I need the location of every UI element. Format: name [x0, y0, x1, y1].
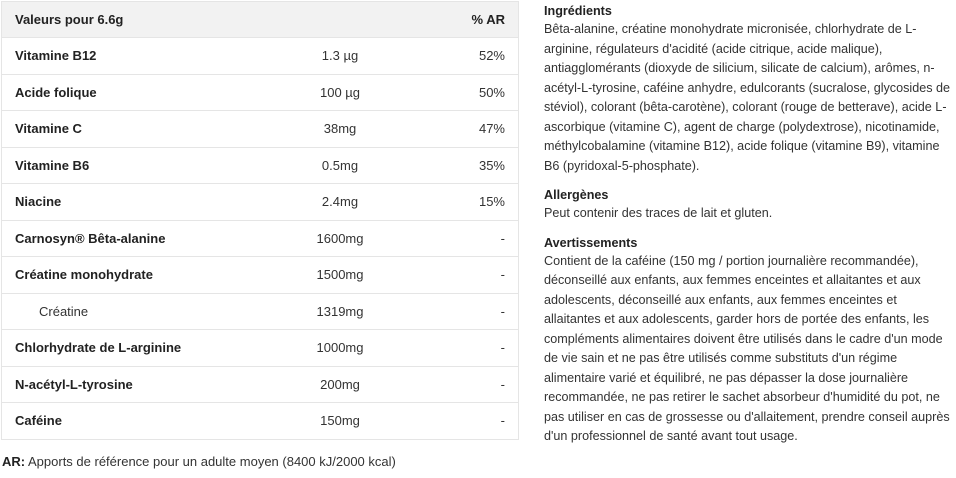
- table-row: [1, 38, 519, 75]
- nutrition-table: [1, 1, 519, 440]
- nutrient-name: Acide folique: [1, 74, 271, 111]
- nutrient-name: Créatine: [1, 293, 271, 330]
- table-row-sub: [1, 293, 519, 330]
- nutrient-ar: 52%: [409, 38, 519, 75]
- header-serving: Valeurs pour 6.6g: [1, 1, 271, 38]
- warnings-title: Avertissements: [544, 235, 638, 250]
- footnote-label: AR:: [2, 454, 26, 469]
- nutrient-name: N-acétyl-L-tyrosine: [1, 366, 271, 403]
- nutrient-amount: 1.3 µg: [271, 38, 409, 75]
- nutrient-amount: 150mg: [271, 403, 409, 440]
- table-body: [1, 38, 519, 440]
- table-row: [1, 403, 519, 440]
- nutrient-ar: -: [409, 366, 519, 403]
- table-row: [1, 74, 519, 111]
- nutrient-name: Vitamine C: [1, 111, 271, 148]
- footnote-text: Apports de référence pour un adulte moyen (8400 kJ/2000 kcal): [25, 454, 396, 469]
- nutrient-name: Vitamine B6: [1, 147, 271, 184]
- nutrient-amount: 2.4mg: [271, 184, 409, 221]
- nutrient-ar: 50%: [409, 74, 519, 111]
- nutrient-amount: 1000mg: [271, 330, 409, 367]
- header-amount: [271, 1, 409, 38]
- ingredients-title: Ingrédients: [544, 4, 612, 18]
- table-row: [1, 330, 519, 367]
- table-row: [1, 184, 519, 221]
- nutrient-name: Chlorhydrate de L-arginine: [1, 330, 271, 367]
- table-row: [1, 366, 519, 403]
- nutrient-amount: 200mg: [271, 366, 409, 403]
- table-header-row: [1, 1, 519, 38]
- header-ar: % AR: [409, 1, 519, 38]
- nutrient-name: Vitamine B12: [1, 38, 271, 75]
- nutrient-amount: 100 µg: [271, 74, 409, 111]
- nutrient-ar: -: [409, 330, 519, 367]
- nutrient-ar: -: [409, 257, 519, 294]
- nutrient-amount: 1500mg: [271, 257, 409, 294]
- nutrient-amount: 1600mg: [271, 220, 409, 257]
- table-row: [1, 220, 519, 257]
- nutrient-amount: 0.5mg: [271, 147, 409, 184]
- nutrient-name: Carnosyn® Bêta-alanine: [1, 220, 271, 257]
- footnote: [2, 454, 396, 469]
- table-row: [1, 147, 519, 184]
- allergens-text: Peut contenir des traces de lait et gluten.: [544, 206, 773, 220]
- nutrient-name: Caféine: [1, 403, 271, 440]
- nutrient-ar: -: [409, 403, 519, 440]
- table-row: [1, 111, 519, 148]
- allergens-title: Allergènes: [544, 188, 609, 202]
- nutrient-ar: 15%: [409, 184, 519, 221]
- ingredients-text: Bêta-alanine, créatine monohydrate micronisée, chlorhydrate de L-arginine, régulateurs d'acidité (acide citrique, acide malique), antiagglomérants (dioxyde de silicium, silicate de calcium), arômes, n-acétyl-L-tyrosine, caféine anhydre, edulcorants (sucralose, glycosides de stéviol), colorant (bêta-carotène), colorant (rouge de betterave), acide L-ascorbique (vitamine C), agent de charge (polydextrose), nicotinamide, méthylcobalamine (vitamine B12), acide folique (vitamine B9), vitamine B6 (pyridoxal-5-phosphate).: [544, 22, 951, 173]
- nutrient-name: Créatine monohydrate: [1, 257, 271, 294]
- nutrient-ar: 47%: [409, 111, 519, 148]
- nutrient-ar: 35%: [409, 147, 519, 184]
- nutrient-amount: 1319mg: [271, 293, 409, 330]
- product-info: [544, 2, 956, 457]
- nutrient-amount: 38mg: [271, 111, 409, 148]
- table-row: [1, 257, 519, 294]
- nutrient-ar: -: [409, 293, 519, 330]
- warnings-text: Contient de la caféine (150 mg / portion journalière recommandée), déconseillé aux enfants, aux femmes enceintes et allaitantes et aux adolescents, déconseillé aux enfants, aux femmes enceintes et allaitantes et aux adolescents, garder hors de portée des enfants, les compléments alimentaires doivent être utilisés dans le cadre d'un mode de vie sain et ne pas être utilisés comme substituts d'un régime alimentaire varié et équilibré, ne pas dépasser la dose journalière recommandée, ne pas retirer le sachet absorbeur d'humidité du pot, ne pas utiliser en cas de grossesse ou d'allaitement, prendre conseil auprès d'un professionnel de santé avant tout usage.: [544, 253, 950, 443]
- nutrient-ar: -: [409, 220, 519, 257]
- nutrient-name: Niacine: [1, 184, 271, 221]
